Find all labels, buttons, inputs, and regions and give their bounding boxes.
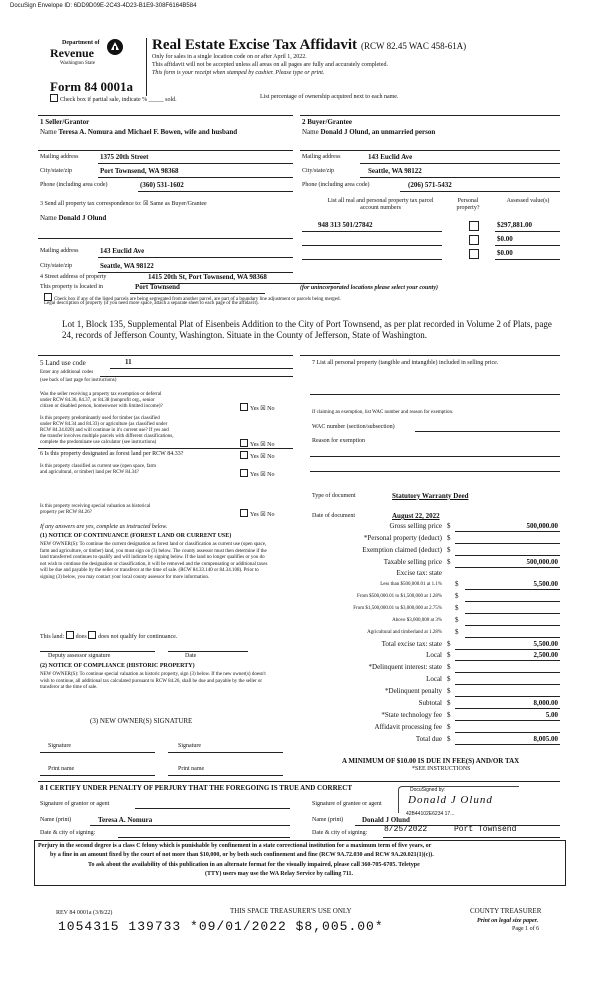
grantee-signature: Donald J Olund: [408, 794, 493, 806]
sec3-city-label: City/state/zip: [40, 263, 72, 269]
q1-yes-checkbox[interactable]: [240, 403, 248, 411]
tax-label-exemption: Exemption claimed (deduct): [362, 546, 442, 554]
docusigned-by: DocuSigned by:: [410, 787, 446, 793]
q1-line-a: Was the seller receiving a property tax exemption or deferral: [40, 392, 162, 397]
envelope-id: DocuSign Envelope ID: 6DD9D09E-2C43-4D23-B1E9-308F6164B584: [10, 3, 197, 9]
header-note-2: This affidavit will not be accepted unless all areas on all pages are fully and accurately completed.: [152, 62, 388, 68]
certify-heading: 8 I CERTIFY UNDER PENALTY OF PERJURY THAT THE FOREGOING IS TRUE AND CORRECT: [40, 784, 353, 792]
seller-name-label: Name: [40, 128, 57, 136]
bracket-dollar-1: $: [455, 580, 459, 588]
personal-prop-checkbox-1[interactable]: [469, 221, 479, 231]
perjury-line-3: To ask about the availability of this publication in an alternate format for the visually impaired, please call 360-705-6705. Teletype: [88, 862, 420, 868]
total-label-state: Total excise tax: state: [381, 640, 442, 648]
personal-prop-checkbox-2[interactable]: [469, 235, 479, 245]
new-owner-print-2: Print name: [178, 766, 205, 772]
seller-name[interactable]: Teresa A. Nomura and Michael F. Bowen, wife and husband: [58, 128, 238, 136]
header-note-3: This form is your receipt when stamped by cashier. Please type or print.: [152, 70, 325, 76]
personal-prop-checkbox-3[interactable]: [469, 249, 479, 259]
current-use-line-b: and agricultural, or timber) land per RCW 84.34?: [40, 470, 139, 475]
q3-yes-no[interactable]: [240, 451, 274, 460]
tax-dollar-exemption: $: [447, 546, 451, 554]
seller-city-label: City/state/zip: [40, 168, 72, 174]
treasurer-use-note: THIS SPACE TREASURER'S USE ONLY: [230, 907, 352, 915]
street-label: 4 Street address of property: [40, 274, 107, 280]
grantee-city[interactable]: Port Townsend: [454, 825, 517, 834]
perjury-line-1: Perjury in the second degree is a class C felony which is punishable by confinement in a state correctional institution for a maximum term of five years, or: [38, 843, 432, 849]
q5-yes-checkbox[interactable]: [240, 509, 248, 517]
partial-sale-text: Check box if partial sale, indicate % _____ sold.: [60, 97, 177, 103]
grantor-name[interactable]: Teresa A. Nomura: [98, 816, 153, 824]
total-dollar-interest-state: $: [447, 663, 451, 671]
bracket-label-4: Above $3,000,000 at 3%: [392, 618, 442, 623]
current-use-line-a: Is this property classified as current use (open space, farm: [40, 464, 157, 469]
buyer-city[interactable]: Seattle, WA 98122: [368, 167, 422, 175]
total-label-local: Local: [426, 651, 442, 659]
sec3-addr-label: Mailing address: [40, 248, 79, 254]
bracket-dollar-5: $: [455, 628, 459, 636]
see-instructions-note: *SEE INSTRUCTIONS: [412, 766, 471, 772]
total-dollar-state: $: [447, 640, 451, 648]
total-dollar-due: $: [447, 735, 451, 743]
title-rcw: (RCW 82.45 WAC 458-61A): [361, 41, 467, 51]
treasurer-stamp: 1054315 139733 *09/01/2022 $8,005.00*: [58, 919, 384, 934]
q2-line-e: complete the predominate use calculator (see instructions): [40, 440, 157, 445]
page-number: Page 1 of 6: [512, 926, 540, 932]
additional-codes-label: Enter any additional codes: [40, 370, 94, 375]
buyer-phone-label: Phone (including area code): [302, 182, 370, 188]
seller-city[interactable]: Port Townsend, WA 98368: [100, 167, 179, 175]
doc-date[interactable]: August 22, 2022: [392, 512, 440, 520]
seller-name-row: [40, 128, 237, 136]
partial-sale-checkbox[interactable]: [50, 94, 58, 102]
q2-yes-no[interactable]: [240, 439, 274, 448]
form-title: [152, 36, 466, 54]
total-dollar-processing: $: [447, 723, 451, 731]
deputy-signature-label: Deputy assessor signature: [48, 653, 111, 659]
total-value-due[interactable]: 8,005.00: [533, 735, 558, 743]
land-use-label: 5 Land use code: [40, 359, 86, 367]
new-owner-signature-1: Signature: [48, 743, 71, 749]
q1-yes-no-text: Yes ☒ No: [250, 406, 275, 412]
tax-label-personal: *Personal property (deduct): [363, 534, 442, 542]
tax-value-taxable[interactable]: 500,000.00: [526, 558, 558, 566]
grantee-name-label: Name (print): [312, 817, 344, 823]
seller-heading: 1 Seller/Grantor: [40, 118, 90, 126]
sec3-name-label: Name: [40, 214, 57, 222]
seller-addr[interactable]: 1375 20th Street: [100, 153, 149, 161]
parcel-header: List all real and personal property tax parcel account numbers: [327, 198, 434, 211]
total-label-subtotal: Subtotal: [418, 699, 442, 707]
notice-compliance-title: (2) NOTICE OF COMPLIANCE (HISTORIC PROPERTY): [40, 663, 195, 669]
buyer-heading: 2 Buyer/Grantee: [302, 118, 352, 126]
if-yes-note: If any answers are yes, complete as instructed below.: [40, 524, 168, 530]
street-address[interactable]: 1415 20th St, Port Townsend, WA 98368: [148, 273, 267, 281]
q2-line-b: under RCW 84.34 and 84.33) or agriculture (as classified under: [40, 422, 168, 427]
buyer-phone[interactable]: (206) 571-5432: [408, 181, 452, 189]
header-note-1: Only for sales in a single location code on or after April 1, 2022.: [152, 54, 307, 60]
bracket-label-3: From $1,500,000.01 to $3,000,000 at 2.75%: [353, 606, 442, 611]
q2-line-d: the transfer involves multiple parcels with different classifications,: [40, 434, 174, 439]
doc-type-label: Type of document: [312, 493, 356, 499]
bracket-dollar-3: $: [455, 604, 459, 612]
tax-value-gross[interactable]: 500,000.00: [526, 522, 558, 530]
does-not-label: does not qualify for continuance.: [98, 634, 178, 640]
reason-label: Reason for exemption: [312, 438, 365, 444]
legal-label: Legal description of property (if you need more space, attach a separate sheet to each page of the affidavit).: [44, 301, 259, 306]
located-label: This property is located in: [40, 284, 103, 290]
signature-id: 42B44102E6234 17...: [406, 811, 455, 817]
sec3-label: 3 Send all property tax correspondence to: ☒ Same as Buyer/Grantee: [40, 201, 207, 207]
sec3-addr[interactable]: 143 Euclid Ave: [100, 247, 145, 255]
q1-yes-no[interactable]: [240, 403, 274, 412]
total-label-tech: *State technology fee: [381, 711, 442, 719]
doc-date-label: Date of document: [312, 513, 355, 519]
total-dollar-penalty: $: [447, 687, 451, 695]
grantor-name-label: Name (print): [40, 817, 72, 823]
assessed-value-3[interactable]: $0.00: [497, 249, 513, 257]
form-number: Form 84 0001a: [50, 79, 134, 94]
q2-line-c: RCW 84.34.020) and will continue in it's current use? If yes and: [40, 428, 169, 433]
new-owner-signature-2: Signature: [178, 743, 201, 749]
deputy-date-label: Date: [185, 653, 197, 659]
minimum-due-note: A MINIMUM OF $10.00 IS DUE IN FEE(S) AND/OR TAX: [342, 757, 520, 765]
sec3-city[interactable]: Seattle, WA 98122: [100, 262, 154, 270]
sec3-name[interactable]: Donald J Olund: [58, 214, 107, 222]
rev-number: REV 84 0001a (3/8/22): [56, 910, 113, 916]
tax-dollar-gross: $: [447, 522, 451, 530]
dor-logo: [106, 38, 124, 56]
does-label: does: [75, 634, 87, 640]
unincorporated-note: (for unincorporated locations please select your county): [300, 285, 438, 291]
total-value-tech[interactable]: 5.00: [545, 711, 558, 719]
notice-compliance-body: NEW OWNER(S): To continue special valuation as historic property, sign (3) below. If the new owner(s) doesn't wish to continue, all additional tax calculated pursuant to RCW 84.26, shall be due and payable by the seller or transferor at the time of sale.: [40, 672, 266, 690]
total-label-interest-state: *Delinquent interest: state: [368, 663, 442, 671]
q3-yes-checkbox[interactable]: [240, 451, 248, 459]
q4-yes-no-text: Yes ☒ No: [250, 472, 275, 478]
assessed-value-1[interactable]: $297,881.00: [497, 221, 532, 229]
total-value-state[interactable]: 5,500.00: [533, 640, 558, 648]
total-dollar-subtotal: $: [447, 699, 451, 707]
total-dollar-interest-local: $: [447, 675, 451, 683]
sec3-name-row: [40, 214, 106, 222]
tax-label-taxable: Taxable selling price: [383, 558, 442, 566]
grantee-date-label: Date & city of signing:: [312, 830, 368, 836]
historic-line-b: property per RCW 84.26?: [40, 510, 92, 515]
legal-paper-note: Print on legal size paper.: [477, 918, 539, 924]
buyer-city-label: City/state/zip: [302, 168, 334, 174]
total-dollar-local: $: [447, 651, 451, 659]
bracket-dollar-4: $: [455, 616, 459, 624]
notice-continuance-title: (1) NOTICE OF CONTINUANCE (FOREST LAND OR CURRENT USE): [40, 533, 232, 539]
title-text: Real Estate Excise Tax Affidavit: [152, 37, 357, 53]
this-land-label: This land:: [40, 634, 65, 640]
state-label: Washington State: [60, 61, 96, 66]
assessed-value-2[interactable]: $0.00: [497, 235, 513, 243]
q4-yes-no[interactable]: [240, 469, 274, 478]
new-owner-signature-title: (3) NEW OWNER(S) SIGNATURE: [90, 717, 193, 725]
dept-label: Department of: [62, 40, 100, 46]
bracket-label-1: Less than $500,000.01 at 1.1%: [380, 582, 442, 587]
see-back-note: (see back of last page for instructions): [40, 378, 117, 383]
land-use-code[interactable]: 11: [125, 358, 132, 366]
total-label-interest-local: Local: [426, 675, 442, 683]
perjury-line-2: by a fine in an amount fixed by the court of not more than $10,000, or by both such confinement and fine (RCW 9A.72.030 and RCW 9A.20.021(1)(c)).: [50, 852, 434, 858]
q2-yes-checkbox[interactable]: [240, 439, 248, 447]
total-label-due: Total due: [415, 735, 442, 743]
legal-description[interactable]: Lot 1, Block 135, Supplemental Plat of Eisenbeis Addition to the City of Port Townsend, as per plat recorded in Volume 2 of Plats, page 24, records of Jefferson County, Washington. Situate in the County of Jefferson, State of Washington.: [62, 319, 552, 340]
personal-property-label: 7 List all personal property (tangible and intangible) included in selling price.: [312, 360, 499, 366]
bracket-label-5: Agricultural and timberland at 1.28%: [367, 630, 442, 635]
grantor-signature-label: Signature of grantor or agent: [40, 801, 110, 807]
tax-label-gross: Gross selling price: [389, 522, 442, 530]
grantor-date-label: Date & city of signing:: [40, 830, 96, 836]
tax-dollar-taxable: $: [447, 558, 451, 566]
total-value-local[interactable]: 2,500.00: [533, 651, 558, 659]
exemption-note: If claiming an exemption, list WAC number and reason for exemption.: [312, 410, 454, 415]
grantee-date[interactable]: 8/25/2022: [384, 825, 428, 834]
seller-phone[interactable]: (360) 531-1602: [140, 181, 184, 189]
grantee-name[interactable]: Donald J Olund: [362, 816, 410, 824]
q4-yes-checkbox[interactable]: [240, 469, 248, 477]
q2-line-a: Is this property predominantly used for timber (as classified: [40, 416, 160, 421]
seller-phone-label: Phone (including area code): [40, 182, 108, 188]
total-value-subtotal[interactable]: 8,000.00: [533, 699, 558, 707]
total-label-penalty: *Delinquent penalty: [385, 687, 442, 695]
bracket-label-2: From $500,000.01 to $1,500,000 at 1.28%: [357, 594, 442, 599]
bracket-value-1[interactable]: 5,500.00: [533, 580, 558, 588]
revenue-label: Revenue: [50, 46, 94, 60]
forest-question: 6 Is this property designated as forest land per RCW 84.33?: [40, 451, 184, 457]
assessed-header: Assessed value(s): [506, 198, 550, 204]
doc-type[interactable]: Statutory Warranty Deed: [392, 492, 469, 500]
buyer-name-label: Name: [302, 128, 319, 136]
this-land-row: [40, 631, 177, 640]
tax-dollar-personal: $: [447, 534, 451, 542]
q1-line-b: under RCW 84.36, 84.37, or 84.38 (nonprofit org., senior: [40, 398, 155, 403]
ownership-note: List percentage of ownership acquired next to each name.: [260, 94, 399, 100]
q5-yes-no[interactable]: [240, 509, 274, 518]
parcel-number[interactable]: 948 313 501/27842: [318, 221, 373, 229]
wac-label: WAC number (section/subsection): [312, 424, 395, 430]
notice-continuance-body: NEW OWNER(S): To continue the current designation as forest land or classification as current use (open space, farm and agriculture, or timber) land, you must sign on (3) below. The county assessor must then determine if the land transferred continues to qualify and will indicate by signing below. If the land no longer qualifies or you do not wish to continue the designation or classification, it will be removed and the compensating or additional taxes will be due and payable by the seller or transferor at the time of sale. (RCW 84.33.140 or 84.34.108). Prior to signing (3) below, you may contact your local county assessor for more information.: [40, 542, 268, 580]
historic-line-a: Is this property receiving special valuation as historical: [40, 504, 151, 509]
segregated-checkbox[interactable]: [44, 293, 52, 301]
does-not-checkbox[interactable]: [88, 631, 96, 639]
q5-yes-no-text: Yes ☒ No: [250, 512, 275, 518]
partial-sale[interactable]: [50, 94, 177, 103]
buyer-name[interactable]: Donald J Olund, an unmarried person: [320, 128, 436, 136]
q3-yes-no-text: Yes ☒ No: [250, 454, 275, 460]
county-treasurer: COUNTY TREASURER: [470, 907, 542, 915]
located-in[interactable]: Port Townsend: [135, 283, 180, 291]
q1-line-c: citizen or disabled person, homeowner with limited income)?: [40, 404, 163, 409]
q2-yes-no-text: Yes ☒ No: [250, 442, 275, 448]
bracket-dollar-2: $: [455, 592, 459, 600]
grantee-signature-label: Signature of grantee or agent: [312, 801, 382, 807]
buyer-addr-label: Mailing address: [302, 154, 341, 160]
total-dollar-tech: $: [447, 711, 451, 719]
seller-addr-label: Mailing address: [40, 154, 79, 160]
segregated-text: Check box if any of the listed parcels are being segregated from another parcel, are part of a boundary line adjustment or parcels being merged.: [54, 297, 341, 302]
buyer-name-row: [302, 128, 435, 136]
buyer-addr[interactable]: 143 Euclid Ave: [368, 153, 413, 161]
tax-label-excise: Excise tax: state: [396, 569, 442, 577]
perjury-line-4: (TTY) users may use the WA Relay Service by calling 711.: [205, 871, 354, 877]
new-owner-print-1: Print name: [48, 766, 75, 772]
personal-header: Personal property?: [456, 198, 480, 211]
does-checkbox[interactable]: [66, 631, 74, 639]
total-label-processing: Affidavit processing fee: [374, 723, 442, 731]
